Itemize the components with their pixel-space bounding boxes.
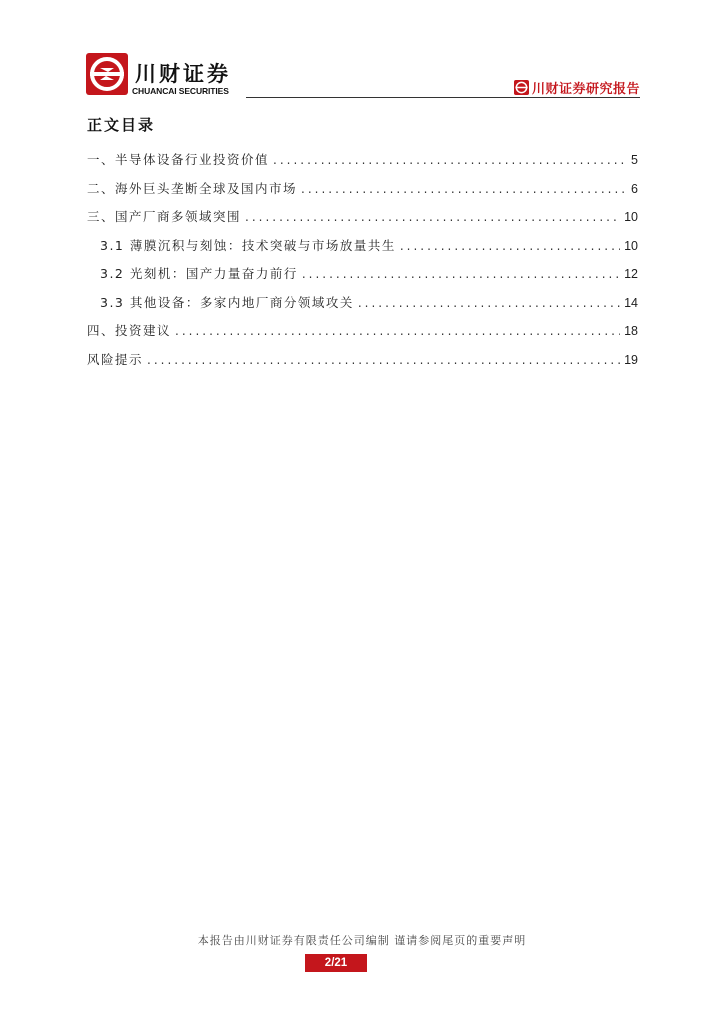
table-of-contents <box>87 150 638 378</box>
toc-leader-dots <box>175 324 620 338</box>
report-header <box>514 78 640 97</box>
toc-leader-dots <box>273 153 627 167</box>
toc-item-label: 一、半导体设备行业投资价值 <box>87 152 270 167</box>
toc-item-label: 二、海外巨头垄断全球及国内市场 <box>87 180 298 196</box>
footer-disclaimer: 本报告由川财证券有限责任公司编制 谨请参阅尾页的重要声明 <box>197 934 527 947</box>
company-logo-icon <box>86 53 128 95</box>
toc-item-label: 三、国产厂商多领域突围 <box>87 209 242 224</box>
toc-item-page: 12 <box>624 267 638 281</box>
toc-item-page: 10 <box>624 238 638 253</box>
report-title: 川财证券研究报告 <box>531 82 640 97</box>
toc-item-label: 3.1 薄膜沉积与刻蚀：技术突破与市场放量共生 <box>100 237 396 253</box>
toc-item-page: 5 <box>631 153 638 167</box>
toc-item-page: 14 <box>624 295 638 310</box>
toc-item-page: 18 <box>624 324 638 338</box>
brand-name-en: CHUANCAI SECURITIES <box>132 86 229 96</box>
toc-item-label: 风险提示 <box>87 351 144 367</box>
toc-leader-dots <box>400 239 620 253</box>
header-divider <box>246 97 640 98</box>
toc-item-label: 四、投资建议 <box>87 323 172 338</box>
toc-item-page: 10 <box>624 210 638 224</box>
toc-leader-dots <box>147 353 620 367</box>
toc-subitem[interactable] <box>87 236 638 265</box>
brand-name-cn: 川财证券 <box>135 62 231 86</box>
toc-leader-dots <box>301 182 627 196</box>
toc-item-page: 6 <box>631 181 638 196</box>
toc-subitem[interactable] <box>87 264 638 293</box>
toc-item[interactable] <box>87 179 638 208</box>
company-mini-logo-icon <box>514 80 529 95</box>
toc-item-label: 3.2 光刻机：国产力量奋力前行 <box>100 266 298 281</box>
toc-item-page: 19 <box>624 352 638 367</box>
toc-item-label: 3.3 其他设备：多家内地厂商分领域攻关 <box>100 294 354 310</box>
toc-item[interactable] <box>87 150 638 179</box>
toc-item[interactable] <box>87 207 638 236</box>
toc-leader-dots <box>245 210 620 224</box>
page-number-badge: 2/21 <box>305 954 367 972</box>
toc-leader-dots <box>358 296 620 310</box>
toc-item[interactable] <box>87 321 638 350</box>
toc-leader-dots <box>302 267 620 281</box>
toc-item[interactable] <box>87 350 638 379</box>
toc-title: 正文目录 <box>87 116 156 134</box>
toc-subitem[interactable] <box>87 293 638 322</box>
